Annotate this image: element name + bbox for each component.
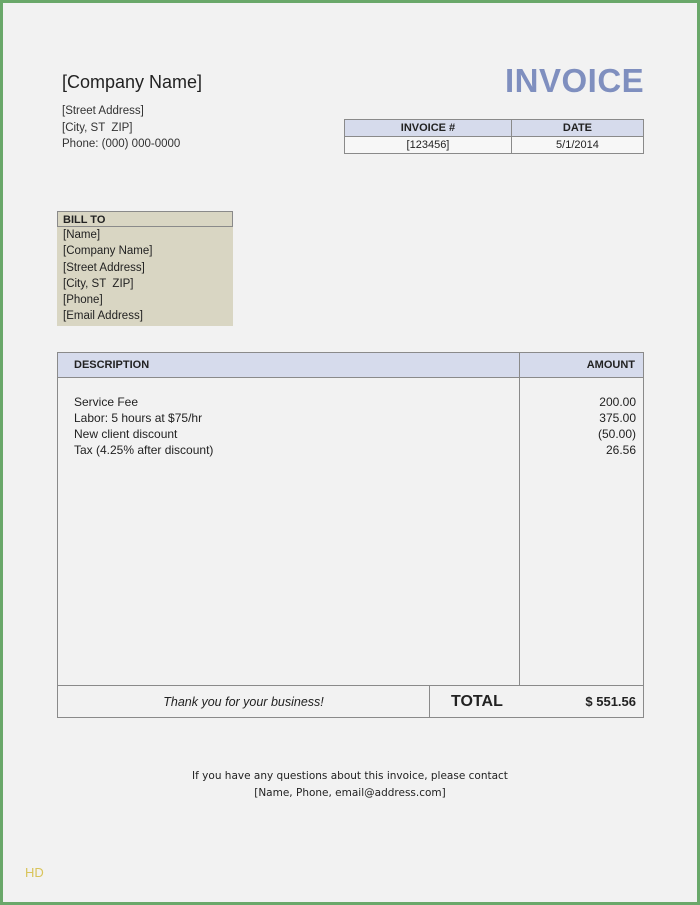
thank-you-note: Thank you for your business!	[163, 695, 324, 709]
bill-to-heading: BILL TO	[57, 211, 233, 227]
company-city: [City, ST ZIP]	[62, 122, 133, 134]
item-description: Labor: 5 hours at $75/hr	[74, 411, 203, 425]
item-description: Service Fee	[74, 395, 139, 409]
bill-to-city: [City, ST ZIP]	[63, 277, 134, 290]
bill-to-email: [Email Address]	[63, 310, 143, 323]
item-amount: 200.00	[599, 395, 636, 409]
line-items-header	[58, 353, 643, 378]
hd-watermark: HD	[25, 865, 44, 880]
bill-to-company: [Company Name]	[63, 245, 153, 258]
company-street: [Street Address]	[62, 105, 144, 117]
table-row	[58, 395, 643, 411]
item-description: New client discount	[74, 427, 178, 441]
bill-to-phone: [Phone]	[63, 294, 103, 307]
item-amount: (50.00)	[597, 427, 636, 441]
amount-header: AMOUNT	[586, 359, 635, 371]
contact-line-1: If you have any questions about this invoice, please contact	[192, 770, 508, 782]
company-phone: Phone: (000) 000-0000	[62, 138, 181, 150]
line-items-table	[57, 352, 644, 718]
invoice-meta-table	[344, 119, 644, 154]
total-label: TOTAL	[451, 693, 503, 710]
contact-line-2: [Name, Phone, email@address.com]	[254, 787, 446, 799]
total-divider	[429, 686, 430, 718]
invoice-number-header: INVOICE #	[345, 120, 512, 137]
invoice-number-value: [123456]	[345, 137, 512, 154]
bill-to-name: [Name]	[63, 229, 101, 241]
item-description: Tax (4.25% after discount)	[74, 443, 214, 457]
date-header: DATE	[511, 120, 643, 137]
company-name: [Company Name]	[62, 72, 203, 92]
table-row	[58, 443, 643, 459]
bill-to-street: [Street Address]	[63, 261, 145, 274]
bill-to-section	[57, 211, 233, 326]
invoice-title: INVOICE	[505, 62, 645, 99]
date-value: 5/1/2014	[511, 137, 643, 154]
totals-row	[58, 685, 643, 718]
table-row	[58, 411, 643, 427]
total-value: $ 551.56	[585, 694, 636, 709]
table-row	[58, 427, 643, 443]
item-amount: 26.56	[605, 443, 636, 457]
description-header: DESCRIPTION	[74, 359, 150, 371]
item-amount: 375.00	[599, 411, 636, 425]
